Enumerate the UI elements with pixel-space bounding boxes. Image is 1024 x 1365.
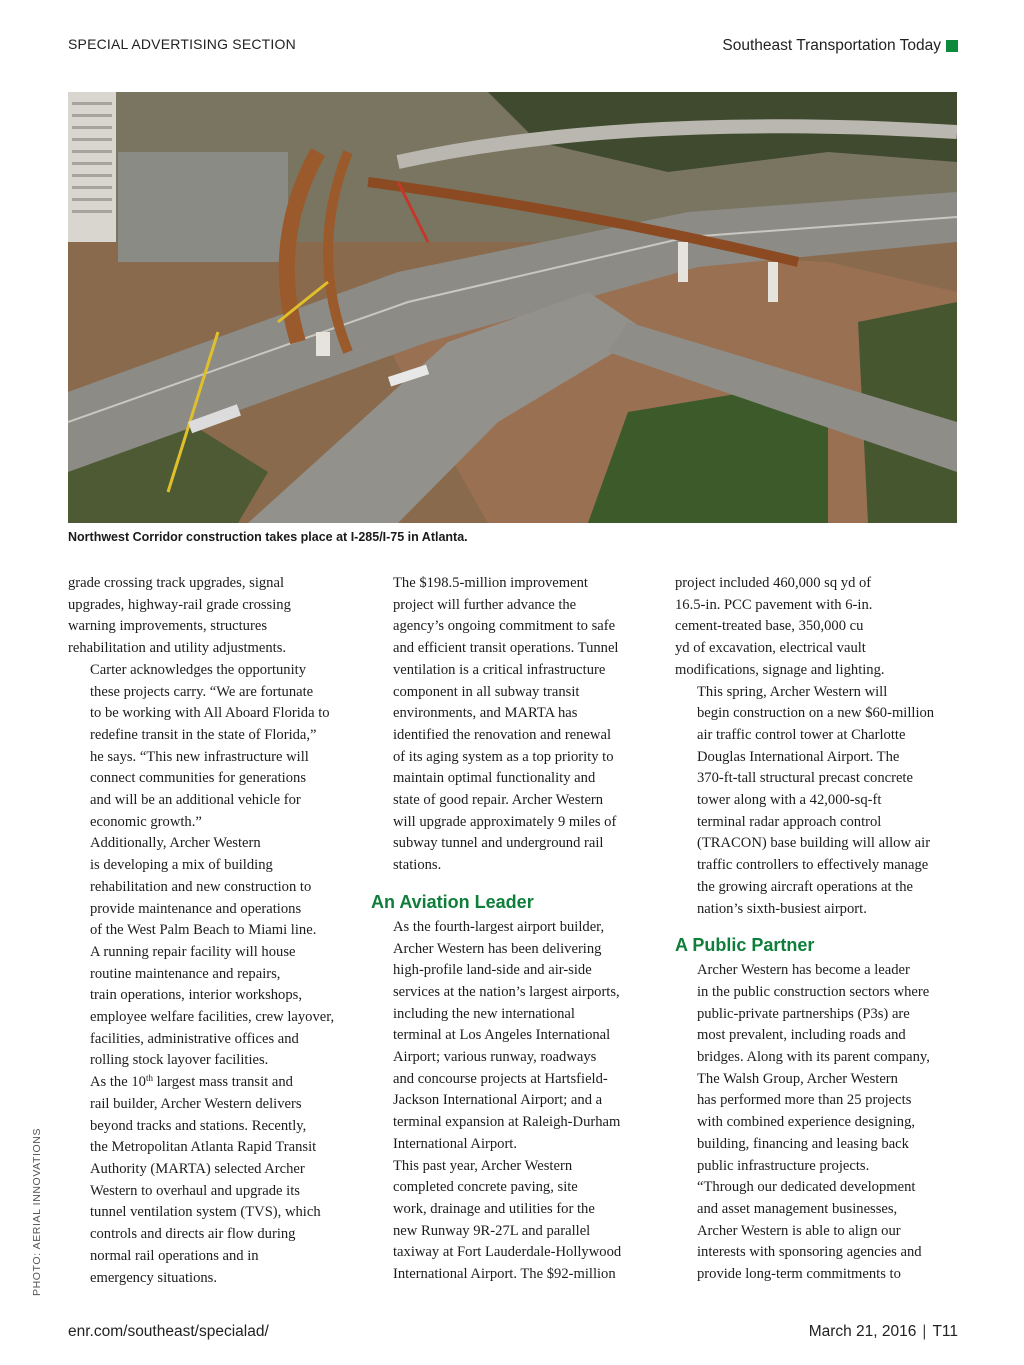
subheading-public-partner: A Public Partner	[675, 935, 815, 956]
text-line: beyond tracks and stations. Recently,	[90, 1117, 307, 1134]
text-line: Douglas International Airport. The	[697, 748, 900, 765]
text-line: terminal radar approach control	[697, 813, 882, 830]
paragraph	[675, 1177, 959, 1286]
footer-url[interactable]: enr.com/southeast/specialad/	[68, 1323, 269, 1340]
footer-date: March 21, 2016	[808, 1323, 917, 1340]
publication-title: Southeast Transportation Today	[722, 37, 941, 54]
text-line: “Through our dedicated development	[697, 1179, 916, 1196]
text-line: upgrades, highway-rail grade crossing	[68, 596, 291, 613]
text-line: he says. “This new infrastructure will	[90, 748, 309, 765]
green-square-icon	[946, 40, 958, 52]
text-line: of its aging system as a top priority to	[393, 748, 614, 765]
paragraph	[371, 917, 655, 1156]
text-line: taxiway at Fort Lauderdale-Hollywood	[393, 1244, 622, 1261]
paragraph	[68, 573, 352, 660]
text-line: employee welfare facilities, crew layover,	[90, 1009, 335, 1026]
text-line: of the West Palm Beach to Miami line.	[90, 922, 317, 939]
text-line: Western to overhaul and upgrade its	[90, 1182, 300, 1199]
footer-page-info	[809, 1323, 958, 1341]
text-line: 370-ft-tall structural precast concrete	[697, 770, 913, 787]
text-line: controls and directs air flow during	[90, 1226, 296, 1243]
text-line: connect communities for generations	[90, 770, 306, 787]
text-line: the growing aircraft operations at the	[697, 878, 913, 895]
text-line: and will be an additional vehicle for	[90, 792, 301, 809]
aerial-photo-illustration	[68, 92, 957, 523]
aerial-photo	[68, 92, 957, 523]
text-line: has performed more than 25 projects	[697, 1092, 912, 1109]
text-line: 16.5-in. PCC pavement with 6-in.	[675, 596, 873, 613]
text-line: International Airport.	[393, 1135, 518, 1152]
text-line: Archer Western is able to align our	[697, 1222, 901, 1239]
text-line: is developing a mix of building	[90, 857, 273, 874]
photo-caption: Northwest Corridor construction takes place at I-285/I-75 in Atlanta.	[68, 530, 468, 544]
text-line: (TRACON) base building will allow air	[697, 835, 931, 852]
text-line: tunnel ventilation system (TVS), which	[90, 1204, 321, 1221]
superscript: th	[145, 1073, 153, 1084]
footer-page-number: T11	[932, 1323, 958, 1340]
text-line: begin construction on a new $60-million	[697, 705, 935, 722]
text-line: will upgrade approximately 9 miles of	[393, 813, 617, 830]
footer-separator: |	[922, 1323, 927, 1340]
text-line: traffic controllers to effectively manage	[697, 857, 929, 874]
header-publication	[722, 37, 958, 55]
text-line: redefine transit in the state of Florida,”	[90, 726, 317, 743]
text-line: The Walsh Group, Archer Western	[697, 1070, 898, 1087]
text-line: maintain optimal functionality and	[393, 770, 596, 787]
text-line: the Metropolitan Atlanta Rapid Transit	[90, 1139, 317, 1156]
article-column-1	[68, 573, 352, 1289]
text-line: provide maintenance and operations	[90, 900, 302, 917]
text-line: public-private partnerships (P3s) are	[697, 1005, 910, 1022]
text-line: air traffic control tower at Charlotte	[697, 726, 906, 743]
text-line: terminal expansion at Raleigh-Durham	[393, 1114, 621, 1131]
text-line: modifications, signage and lighting.	[675, 661, 885, 678]
text-line: Additionally, Archer Western	[90, 835, 261, 852]
text-line: with combined experience designing,	[697, 1114, 916, 1131]
text-line: Jackson International Airport; and a	[393, 1092, 603, 1109]
paragraph	[675, 960, 959, 1177]
text-line: ventilation is a critical infrastructure	[393, 661, 606, 678]
article-column-2	[371, 573, 655, 1286]
text-line: new Runway 9R-27L and parallel	[393, 1222, 591, 1239]
text-line: and asset management businesses,	[697, 1200, 898, 1217]
text-line: work, drainage and utilities for the	[393, 1200, 595, 1217]
text-line: routine maintenance and repairs,	[90, 965, 281, 982]
text-line: As the fourth-largest airport builder,	[393, 918, 605, 935]
text-line: grade crossing track upgrades, signal	[68, 575, 284, 591]
text-line: The $198.5-million improvement	[393, 575, 588, 591]
text-line: these projects carry. “We are fortunate	[90, 683, 314, 700]
text-line: and efficient transit operations. Tunnel	[393, 640, 619, 657]
text-line: high-profile land-side and air-side	[393, 962, 592, 979]
header-section-label: SPECIAL ADVERTISING SECTION	[68, 36, 296, 52]
photo-credit: PHOTO: AERIAL INNOVATIONS	[31, 1127, 43, 1296]
paragraph	[371, 1156, 655, 1286]
text-line: Authority (MARTA) selected Archer	[90, 1160, 305, 1177]
text-line: stations.	[393, 857, 442, 874]
paragraph	[68, 833, 352, 1072]
text-line: International Airport. The $92-million	[393, 1266, 616, 1283]
text-line: environments, and MARTA has	[393, 705, 578, 722]
text-line: interests with sponsoring agencies and	[697, 1244, 922, 1261]
text-line: A running repair facility will house	[90, 943, 296, 960]
text-line: in the public construction sectors where	[697, 983, 930, 1000]
text-line: agency’s ongoing commitment to safe	[393, 618, 616, 635]
text-line	[68, 1072, 352, 1094]
text-line: rehabilitation and utility adjustments.	[68, 640, 287, 657]
text-line: provide long-term commitments to	[697, 1266, 901, 1283]
text-line: emergency situations.	[90, 1269, 217, 1286]
text-line: warning improvements, structures	[68, 618, 267, 635]
text-line: rail builder, Archer Western delivers	[90, 1095, 302, 1112]
text-line: including the new international	[393, 1005, 575, 1022]
text-line: This spring, Archer Western will	[697, 683, 888, 700]
text-line: to be working with All Aboard Florida to	[90, 705, 330, 722]
text-fragment: largest mass transit and	[152, 1074, 293, 1091]
text-line: terminal at Los Angeles International	[393, 1027, 611, 1044]
text-line: tower along with a 42,000-sq-ft	[697, 792, 882, 809]
text-line: component in all subway transit	[393, 683, 580, 700]
text-line: state of good repair. Archer Western	[393, 792, 604, 809]
text-line: and concourse projects at Hartsfield-	[393, 1070, 608, 1087]
text-line: rolling stock layover facilities.	[90, 1052, 269, 1069]
text-line: cement-treated base, 350,000 cu	[675, 618, 864, 635]
text-line: most prevalent, including roads and	[697, 1027, 906, 1044]
text-line: completed concrete paving, site	[393, 1179, 578, 1196]
text-line: Archer Western has become a leader	[697, 962, 910, 979]
text-line: building, financing and leasing back	[697, 1135, 909, 1152]
text-line: Archer Western has been delivering	[393, 940, 602, 957]
text-line: Airport; various runway, roadways	[393, 1049, 597, 1066]
text-line: services at the nation’s largest airports,	[393, 983, 620, 1000]
text-line: train operations, interior workshops,	[90, 987, 302, 1004]
text-line: facilities, administrative offices and	[90, 1030, 299, 1047]
text-line: public infrastructure projects.	[697, 1157, 870, 1174]
paragraph	[675, 682, 959, 921]
paragraph	[68, 1072, 352, 1289]
text-fragment: As the 10	[90, 1074, 146, 1091]
subheading-aviation-leader: An Aviation Leader	[371, 891, 534, 912]
text-line: This past year, Archer Western	[393, 1157, 573, 1174]
text-line: economic growth.”	[90, 813, 202, 830]
text-line: nation’s sixth-busiest airport.	[697, 900, 867, 917]
text-line: rehabilitation and new construction to	[90, 878, 312, 895]
text-line: identified the renovation and renewal	[393, 726, 612, 743]
paragraph	[371, 573, 655, 877]
paragraph	[675, 573, 959, 682]
text-line: project will further advance the	[393, 596, 577, 613]
text-line: yd of excavation, electrical vault	[675, 640, 866, 657]
text-line: subway tunnel and underground rail	[393, 835, 604, 852]
text-line: bridges. Along with its parent company,	[697, 1049, 930, 1066]
text-line: Carter acknowledges the opportunity	[90, 661, 307, 678]
text-line: normal rail operations and in	[90, 1247, 259, 1264]
text-line: project included 460,000 sq yd of	[675, 575, 872, 591]
article-column-3	[675, 573, 959, 1286]
paragraph	[68, 660, 352, 834]
